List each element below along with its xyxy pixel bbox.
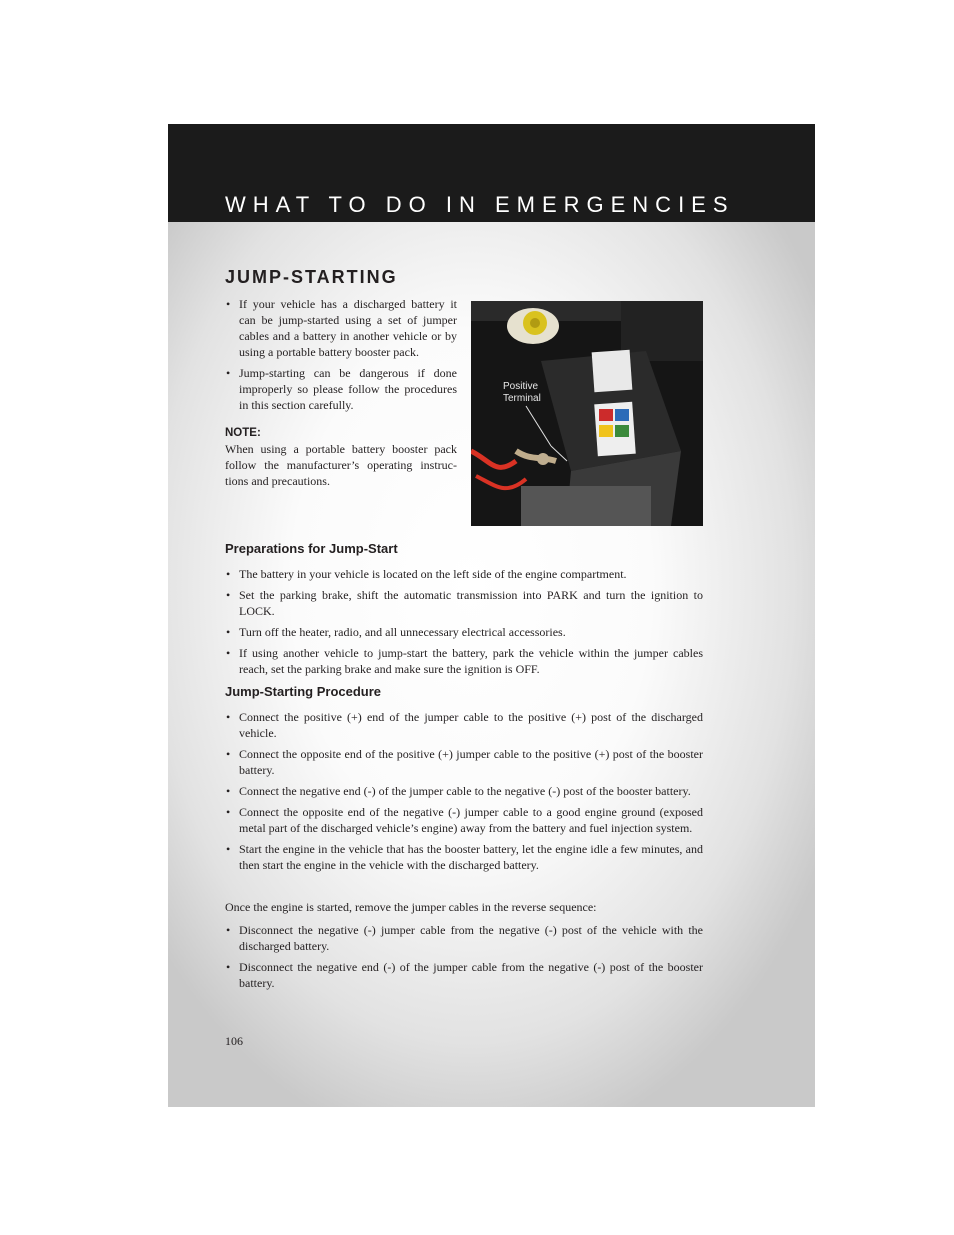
removal-bullet: • Disconnect the negative end (-) of the jumper cable from the negative (-) post of the booster battery. (225, 959, 703, 991)
procedure-bullet: • Connect the opposite end of the negative (-) jumper cable to a good engine ground (exposed metal part of the discharged vehicle’s engine) away from the battery and fuel injection system. (225, 804, 703, 836)
removal-bullet: • Disconnect the negative (-) jumper cable from the negative (-) post of the vehicle with the discharged battery. (225, 922, 703, 954)
note-label: NOTE: (225, 427, 261, 439)
procedure-bullet: • Connect the positive (+) end of the jumper cable to the positive (+) post of the discharged vehicle. (225, 709, 703, 741)
removal-list (225, 922, 703, 996)
procedure-bullet: • Start the engine in the vehicle that has the booster battery, let the engine idle a few minutes, and then start the engine in the vehicle with the discharged battery. (225, 841, 703, 873)
battery-illustration (471, 301, 703, 526)
preparation-bullet: • If using another vehicle to jump-start the battery, park the vehicle within the jumper cables reach, set the parking brake and make sure the ignition is OFF. (225, 645, 703, 677)
preparation-bullet: • Set the parking brake, shift the automatic transmission into PARK and turn the ignition to LOCK. (225, 587, 703, 619)
positive-terminal-callout (503, 381, 541, 405)
manual-page (168, 124, 815, 1107)
battery-photo (471, 301, 703, 526)
intro-column (225, 296, 457, 489)
chapter-title: WHAT TO DO IN EMERGENCIES (225, 192, 735, 217)
preparations-list (225, 566, 703, 682)
intro-bullet-list (225, 296, 457, 413)
note-text: When using a portable battery booster pack follow the manufacturer’s operating instruc- tions and precautions. (225, 442, 457, 488)
page-number: 106 (225, 1034, 243, 1048)
chapter-header-bar (168, 124, 815, 222)
section-title: JUMP-STARTING (225, 267, 398, 287)
procedure-bullet: • Connect the negative end (-) of the jumper cable to the negative (-) post of the booster battery. (225, 783, 703, 799)
intro-bullet: • Jump-starting can be dangerous if done improperly so please follow the procedures in this section carefully. (225, 365, 457, 413)
procedure-title: Jump-Starting Procedure (225, 684, 382, 699)
callout-line-2: Terminal (503, 393, 541, 404)
intro-bullet: • If your vehicle has a discharged battery it can be jump-started using a set of jumper cables and a battery in another vehicle or by using a portable battery booster pack. (225, 296, 457, 360)
procedure-list (225, 709, 703, 878)
removal-intro: Once the engine is started, remove the jumper cables in the reverse sequence: (225, 900, 597, 914)
preparations-title: Preparations for Jump-Start (225, 541, 398, 556)
procedure-bullet: • Connect the opposite end of the positive (+) jumper cable to the positive (+) post of the booster battery. (225, 746, 703, 778)
preparation-bullet: • The battery in your vehicle is located on the left side of the engine compartment. (225, 566, 703, 582)
callout-line-1: Positive (503, 381, 539, 392)
preparation-bullet: • Turn off the heater, radio, and all unnecessary electrical accessories. (225, 624, 703, 640)
